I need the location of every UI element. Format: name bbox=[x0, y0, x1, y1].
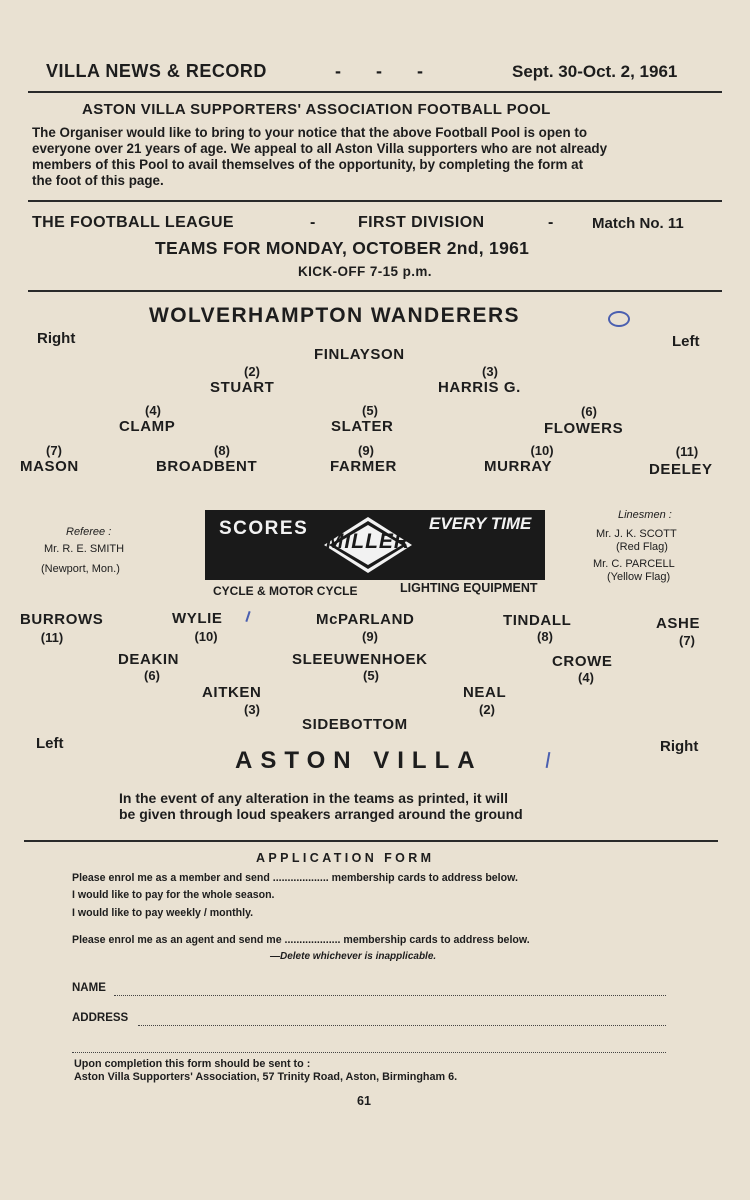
home-team-name: WOLVERHAMPTON WANDERERS bbox=[149, 304, 520, 327]
league-sep-2: - bbox=[548, 214, 554, 231]
match-rule bbox=[28, 290, 722, 292]
linesman-1-flag: (Red Flag) bbox=[616, 541, 668, 553]
away-player-4: CROWE bbox=[552, 653, 613, 670]
advert-brand: MILLER bbox=[325, 530, 411, 553]
away-num-4: (4) bbox=[578, 670, 594, 685]
miller-advert bbox=[205, 510, 545, 580]
away-player-9: McPARLAND bbox=[316, 611, 415, 628]
away-team-name: ASTON VILLA bbox=[235, 747, 483, 774]
form-address-field[interactable] bbox=[138, 1025, 666, 1026]
away-num-10: (10) bbox=[194, 629, 218, 644]
away-left-label: Left bbox=[36, 735, 64, 752]
away-player-2: NEAL bbox=[463, 684, 507, 701]
away-right-label: Right bbox=[660, 738, 699, 755]
away-num-5: (5) bbox=[363, 668, 379, 683]
away-num-2: (2) bbox=[479, 702, 495, 717]
home-num-6: (6) bbox=[581, 404, 597, 419]
form-association-address: Aston Villa Supporters' Association, 57 Trinity Road, Aston, Birmingham 6. bbox=[74, 1071, 458, 1083]
home-player-7: MASON bbox=[20, 458, 79, 475]
form-weekly-line: I would like to pay weekly / monthly. bbox=[72, 907, 254, 919]
pool-line-3: members of this Pool to avail themselves of the opportunity, by completing the form at bbox=[32, 157, 584, 172]
away-player-11: BURROWS bbox=[20, 611, 104, 628]
advert-lighting: LIGHTING EQUIPMENT bbox=[400, 581, 538, 595]
league-name: THE FOOTBALL LEAGUE bbox=[32, 214, 234, 231]
form-title: APPLICATION FORM bbox=[256, 851, 435, 865]
home-num-4: (4) bbox=[145, 403, 161, 418]
away-player-8: TINDALL bbox=[503, 612, 572, 629]
form-member-line: Please enrol me as a member and send ................... membership cards to address below. bbox=[72, 872, 518, 884]
pen-tick-icon bbox=[245, 611, 250, 622]
division-name: FIRST DIVISION bbox=[358, 214, 485, 231]
home-num-3: (3) bbox=[482, 364, 498, 379]
kickoff-time: KICK-OFF 7-15 p.m. bbox=[298, 264, 432, 279]
form-upon-line: Upon completion this form should be sent to : bbox=[74, 1058, 311, 1070]
home-right-label: Right bbox=[37, 330, 76, 347]
linesmen-label: Linesmen : bbox=[618, 509, 672, 521]
form-address-label: ADDRESS bbox=[72, 1012, 129, 1024]
referee-town: (Newport, Mon.) bbox=[41, 563, 120, 575]
match-number: Match No. 11 bbox=[592, 215, 684, 232]
home-num-10: (10) bbox=[530, 443, 554, 458]
header-dashes: - - - bbox=[335, 61, 423, 81]
away-player-3: AITKEN bbox=[202, 684, 262, 701]
teams-date-line: TEAMS FOR MONDAY, OCTOBER 2nd, 1961 bbox=[155, 238, 530, 258]
away-num-9: (9) bbox=[362, 629, 378, 644]
issue-dates: Sept. 30-Oct. 2, 1961 bbox=[512, 62, 678, 81]
home-num-5: (5) bbox=[362, 403, 378, 418]
pen-stroke-icon bbox=[546, 752, 551, 768]
away-num-11: (11) bbox=[40, 630, 64, 645]
pool-line-1: The Organiser would like to bring to your notice that the above Football Pool is open to bbox=[32, 125, 587, 140]
header-rule bbox=[28, 91, 722, 93]
publication-title: VILLA NEWS & RECORD bbox=[46, 61, 267, 81]
home-num-11: (11) bbox=[675, 444, 699, 459]
page-number: 61 bbox=[357, 1094, 371, 1108]
form-agent-line: Please enrol me as an agent and send me ................... membership cards to address below. bbox=[72, 934, 530, 946]
away-num-3: (3) bbox=[244, 702, 260, 717]
home-player-6: FLOWERS bbox=[544, 420, 624, 437]
form-address-field-2[interactable] bbox=[72, 1052, 666, 1053]
away-player-6: DEAKIN bbox=[118, 651, 180, 668]
home-player-2: STUART bbox=[210, 379, 275, 396]
advert-scores: SCORES bbox=[219, 518, 309, 539]
pool-line-2: everyone over 21 years of age. We appeal to all Aston Villa supporters who are not already bbox=[32, 141, 608, 156]
alteration-line-2: be given through loud speakers arranged around the ground bbox=[119, 806, 523, 822]
pen-mark-icon bbox=[608, 311, 630, 327]
away-player-7: ASHE bbox=[656, 615, 701, 632]
form-season-line: I would like to pay for the whole season. bbox=[72, 889, 275, 901]
away-player-goalkeeper: SIDEBOTTOM bbox=[302, 716, 408, 733]
home-player-11: DEELEY bbox=[649, 461, 713, 478]
form-delete-note: —Delete whichever is inapplicable. bbox=[270, 951, 437, 962]
home-num-8: (8) bbox=[214, 443, 230, 458]
away-num-6: (6) bbox=[144, 668, 160, 683]
home-player-8: BROADBENT bbox=[156, 458, 258, 475]
away-player-5: SLEEUWENHOEK bbox=[292, 651, 428, 668]
away-num-8: (8) bbox=[537, 629, 553, 644]
alteration-line-1: In the event of any alteration in the teams as printed, it will bbox=[119, 790, 508, 806]
linesman-2-name: Mr. C. PARCELL bbox=[593, 558, 675, 570]
pool-line-4: the foot of this page. bbox=[32, 173, 164, 188]
advert-cycle: CYCLE & MOTOR CYCLE bbox=[213, 584, 358, 598]
notice-rule bbox=[28, 200, 722, 202]
home-player-5: SLATER bbox=[331, 418, 394, 435]
home-player-10: MURRAY bbox=[484, 458, 553, 475]
home-player-9: FARMER bbox=[330, 458, 397, 475]
home-player-goalkeeper: FINLAYSON bbox=[314, 346, 405, 363]
home-num-9: (9) bbox=[358, 443, 374, 458]
home-num-7: (7) bbox=[46, 443, 62, 458]
linesman-1-name: Mr. J. K. SCOTT bbox=[596, 528, 677, 540]
referee-name: Mr. R. E. SMITH bbox=[44, 543, 125, 555]
form-name-label: NAME bbox=[72, 982, 106, 994]
pool-title: ASTON VILLA SUPPORTERS' ASSOCIATION FOOTBALL POOL bbox=[82, 101, 551, 118]
home-player-3: HARRIS G. bbox=[438, 379, 521, 396]
home-left-label: Left bbox=[672, 333, 700, 350]
form-name-field[interactable] bbox=[114, 995, 666, 996]
linesman-2-flag: (Yellow Flag) bbox=[607, 571, 671, 583]
home-num-2: (2) bbox=[244, 364, 260, 379]
referee-label: Referee : bbox=[66, 526, 112, 538]
league-sep-1: - bbox=[310, 214, 316, 231]
away-player-10: WYLIE bbox=[172, 610, 223, 627]
away-num-7: (7) bbox=[679, 633, 695, 648]
form-rule bbox=[24, 840, 718, 842]
advert-every-time: EVERY TIME bbox=[429, 514, 532, 533]
home-player-4: CLAMP bbox=[119, 418, 176, 435]
